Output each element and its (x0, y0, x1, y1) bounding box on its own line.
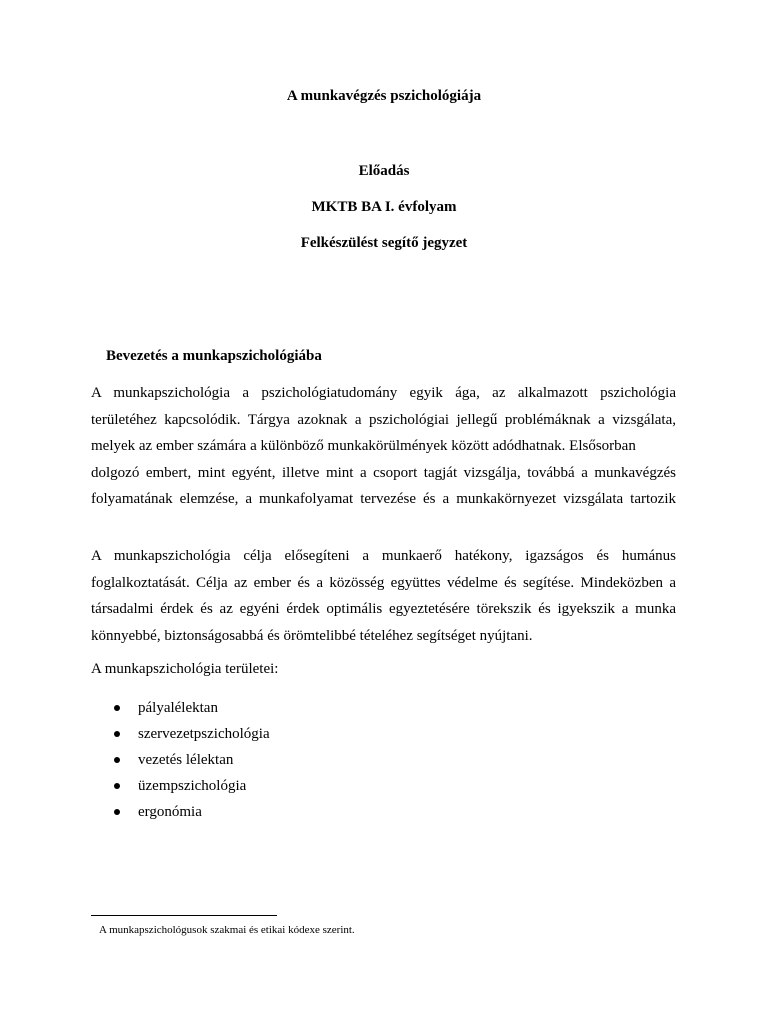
paragraph-line: társadalmi érdek és az egyéni érdek optimális egyeztetésére törekszik és igyekszik a munka (91, 601, 676, 617)
paragraph-intro (91, 380, 676, 513)
list-item (111, 776, 270, 802)
list-item-label: üzempszichológia (138, 778, 247, 794)
document-title: A munkavégzés pszichológiája (286, 88, 482, 104)
areas-list (111, 698, 270, 828)
subtitle-course: MKTB BA I. évfolyam (311, 199, 457, 215)
list-item (111, 802, 270, 828)
bullet-icon (114, 809, 120, 815)
footnote-separator (91, 915, 277, 916)
list-item-label: vezetés lélektan (138, 752, 234, 768)
list-item-label: pályalélektan (138, 700, 218, 716)
bullet-icon (114, 757, 120, 763)
list-item-label: szervezetpszichológia (138, 726, 270, 742)
subtitle-notes: Felkészülést segítő jegyzet (300, 235, 468, 251)
bullet-icon (114, 783, 120, 789)
paragraph-line: folyamatának elemzése, a munkafolyamat tervezése és a munkakörnyezet vizsgálata tartozik (91, 491, 676, 507)
footnote-text: A munkapszichológusok szakmai és etikai kódexe szerint. (99, 924, 355, 936)
paragraph-line: területéhez kapcsolódik. Tárgya azoknak a pszichológiai jellegű problémáknak a vizsgálata, (91, 411, 676, 428)
list-item (111, 698, 270, 724)
paragraph-line: A munkapszichológia célja elősegíteni a munkaerő hatékony, igazságos és humánus (91, 548, 676, 564)
section-heading: Bevezetés a munkapszichológiába (106, 348, 322, 364)
bullet-icon (114, 731, 120, 737)
paragraph-goal (91, 543, 676, 649)
paragraph-line: foglalkoztatását. Célja az ember és a közösség együttes védelme és segítése. Mindeközben a (91, 574, 676, 591)
paragraph-line: dolgozó embert, mint egyént, illetve mint a csoport tagját vizsgálja, továbbá a munkavégzés (91, 464, 676, 481)
subtitle-lecture: Előadás (358, 163, 410, 179)
paragraph-line: A munkapszichológia a pszichológiatudomány egyik ága, az alkalmazott pszichológia (91, 385, 676, 401)
paragraph-line: könnyebbé, biztonságosabbá és örömtelibbé tételéhez segítséget nyújtani. (91, 627, 533, 644)
list-item-label: ergonómia (138, 804, 202, 820)
paragraph-line: melyek az ember számára a különböző munkakörülmények között adódhatnak. Elsősorban (91, 438, 636, 454)
bullet-icon (114, 705, 120, 711)
areas-label: A munkapszichológia területei: (91, 661, 279, 677)
list-item (111, 724, 270, 750)
list-item (111, 750, 270, 776)
